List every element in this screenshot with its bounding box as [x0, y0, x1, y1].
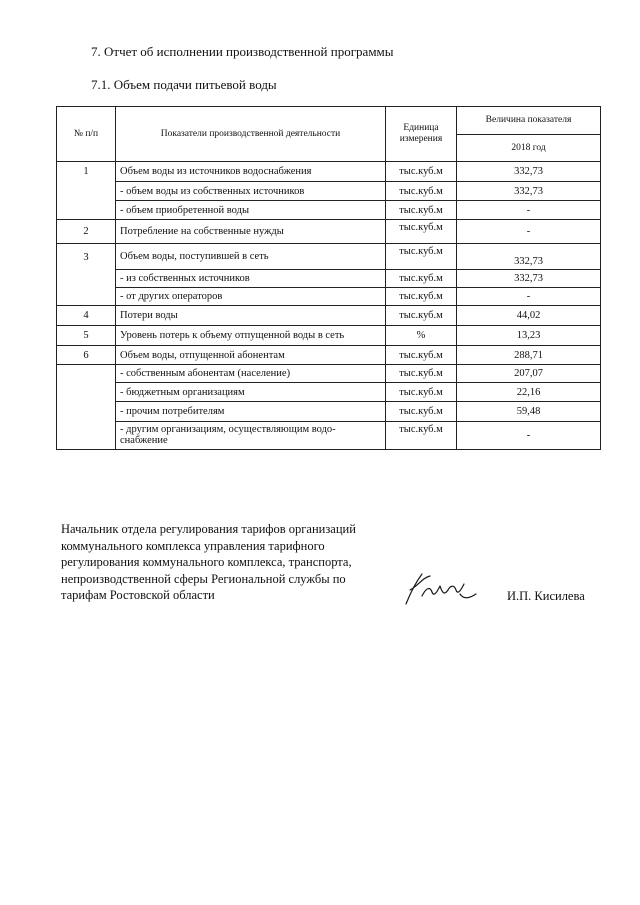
header-year: 2018 год	[457, 135, 601, 162]
table-row	[57, 162, 601, 182]
row-name: Объем воды, поступившей в сеть	[116, 244, 386, 270]
header-unit	[386, 107, 457, 162]
row-name: - прочим потребителям	[116, 402, 386, 422]
row-unit: %	[386, 326, 457, 346]
row-name: - объем приобретенной воды	[116, 201, 386, 220]
row-num: 2	[57, 220, 116, 244]
header-value: Величина показателя	[457, 107, 601, 135]
table-row	[57, 288, 601, 306]
signatory-line: Начальник отдела регулирования тарифов организаций	[61, 522, 356, 536]
table-row	[57, 422, 601, 450]
header-unit-line2: измерения	[399, 134, 443, 144]
table-row	[57, 244, 601, 270]
row-name: Объем воды из источников водоснабжения	[116, 162, 386, 182]
row-unit: тыс.куб.м	[386, 182, 457, 201]
row-num: 6	[57, 346, 116, 365]
row-value: 332,73	[457, 182, 601, 201]
row-num: 5	[57, 326, 116, 346]
table-row	[57, 383, 601, 402]
signatory-title	[61, 521, 391, 604]
row-name: - собственным абонентам (население)	[116, 365, 386, 383]
row-name-line1: - другим организациям, осуществляющим водо-	[120, 424, 336, 435]
row-value: 288,71	[457, 346, 601, 365]
row-unit: тыс.куб.м	[386, 288, 457, 306]
section-heading: 7. Отчет об исполнении производственной программы	[91, 44, 394, 59]
row-num: 3	[57, 244, 116, 306]
row-unit: тыс.куб.м	[386, 201, 457, 220]
row-value: -	[457, 288, 601, 306]
row-name: - от других операторов	[116, 288, 386, 306]
row-value: -	[457, 201, 601, 220]
table-row	[57, 270, 601, 288]
row-num	[57, 365, 116, 450]
handwritten-signature	[400, 568, 482, 610]
row-name: Потребление на собственные нужды	[116, 220, 386, 244]
table-row	[57, 402, 601, 422]
row-value: 332,73	[457, 162, 601, 182]
row-value: 207,07	[457, 365, 601, 383]
row-value: -	[457, 220, 601, 244]
row-value: 332,73	[457, 244, 601, 270]
row-unit: тыс.куб.м	[386, 346, 457, 365]
row-unit: тыс.куб.м	[386, 306, 457, 326]
row-num: 1	[57, 162, 116, 220]
table-row	[57, 346, 601, 365]
row-name: Объем воды, отпущенной абонентам	[116, 346, 386, 365]
row-name-line2: снабжение	[120, 435, 168, 446]
header-num: № п/п	[57, 107, 116, 162]
table-row	[57, 182, 601, 201]
row-unit: тыс.куб.м	[386, 220, 457, 244]
row-value: -	[457, 422, 601, 450]
row-unit: тыс.куб.м	[386, 422, 457, 450]
subsection-heading: 7.1. Объем подачи питьевой воды	[91, 77, 277, 92]
row-unit: тыс.куб.м	[386, 383, 457, 402]
signatory-line: непроизводственной сферы Региональной службы по	[61, 571, 346, 586]
signatory-name: И.П. Кисилева	[507, 589, 585, 603]
row-name: Потери воды	[116, 306, 386, 326]
row-name: Уровень потерь к объему отпущенной воды в сеть	[116, 326, 386, 346]
row-unit: тыс.куб.м	[386, 402, 457, 422]
row-name: - объем воды из собственных источников	[116, 182, 386, 201]
table-row	[57, 306, 601, 326]
row-num: 4	[57, 306, 116, 326]
signatory-line: коммунального комплекса управления тарифного	[61, 538, 325, 553]
row-unit: тыс.куб.м	[386, 365, 457, 383]
row-unit: тыс.куб.м	[386, 244, 457, 270]
row-value: 59,48	[457, 402, 601, 422]
table-row	[57, 201, 601, 220]
table-row	[57, 220, 601, 244]
table-row	[57, 365, 601, 383]
row-unit: тыс.куб.м	[386, 270, 457, 288]
signatory-line: тарифам Ростовской области	[61, 588, 215, 602]
row-unit: тыс.куб.м	[386, 162, 457, 182]
table-row	[57, 326, 601, 346]
row-name: - из собственных источников	[116, 270, 386, 288]
water-supply-table	[56, 106, 601, 450]
row-value: 332,73	[457, 270, 601, 288]
row-value: 44,02	[457, 306, 601, 326]
row-value: 13,23	[457, 326, 601, 346]
header-unit-line1: Единица	[403, 123, 439, 133]
row-name: - бюджетным организациям	[116, 383, 386, 402]
row-value: 22,16	[457, 383, 601, 402]
row-name	[116, 422, 386, 450]
signatory-line: регулирования коммунального комплекса, транспорта,	[61, 555, 352, 569]
header-indicator: Показатели производственной деятельности	[116, 107, 386, 162]
